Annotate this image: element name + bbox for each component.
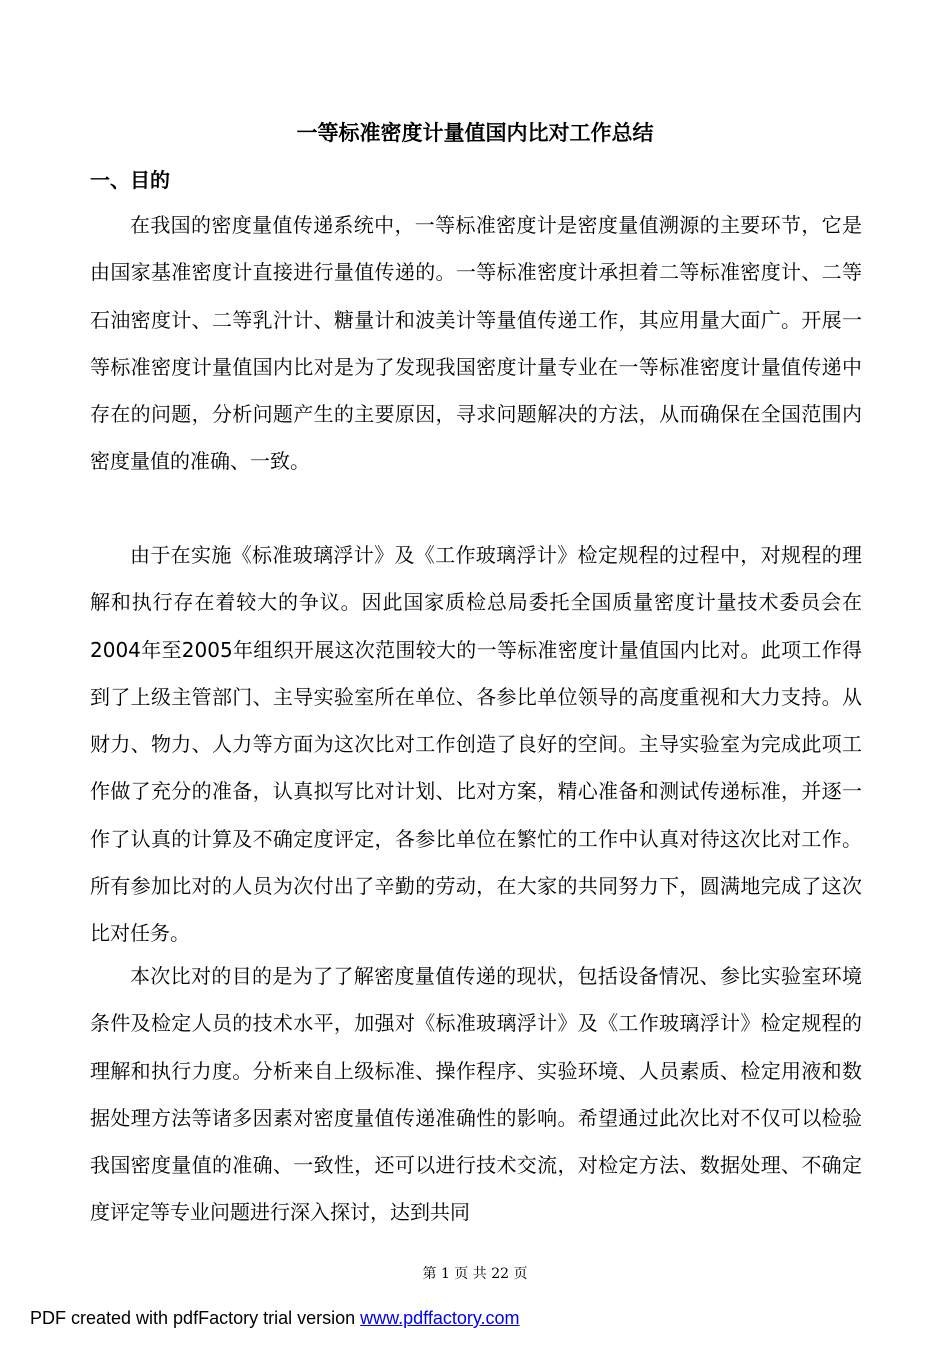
section-heading-purpose: 一、目的 <box>90 168 170 192</box>
body-paragraph: 由于在实施《标准玻璃浮计》及《工作玻璃浮计》检定规程的过程中，对规程的理解和执行存在着较大的争议。因此国家质检总局委托全国质量密度计量技术委员会在2004年至2005年组织开展这次范围较大的一等标准密度计量值国内比对。此项工作得到了上级主管部门、主导实验室所在单位、各参比单位领导的高度重视和大力支持。从财力、物力、人力等方面为这次比对工作创造了良好的空间。主导实验室为完成此项工作做了充分的准备，认真拟写比对计划、比对方案，精心准备和测试传递标准，并逐一作了认真的计算及不确定度评定，各参比单位在繁忙的工作中认真对待这次比对工作。所有参加比对的人员为次付出了辛勤的劳动，在大家的共同努力下，圆满地完成了这次比对任务。 <box>90 543 862 946</box>
pdf-creator-banner <box>30 1306 520 1330</box>
page-number-footer: 第 1 页 共 22 页 <box>422 1266 528 1282</box>
pdffactory-link[interactable]: www.pdffactory.com <box>360 1308 520 1328</box>
document-title: 一等标准密度计量值国内比对工作总结 <box>296 121 654 145</box>
body-paragraph: 本次比对的目的是为了了解密度量值传递的现状，包括设备情况、参比实验室环境条件及检定人员的技术水平，加强对《标准玻璃浮计》及《工作玻璃浮计》检定规程的理解和执行力度。分析来自上级标准、操作程序、实验环境、人员素质、检定用液和数据处理方法等诸多因素对密度量值传递准确性的影响。希望通过此次比对不仅可以检验我国密度量值的准确、一致性，还可以进行技术交流，对检定方法、数据处理、不确定度评定等专业问题进行深入探讨，达到共同 <box>90 964 862 1225</box>
body-paragraph: 在我国的密度量值传递系统中，一等标准密度计是密度量值溯源的主要环节，它是由国家基准密度计直接进行量值传递的。一等标准密度计承担着二等标准密度计、二等石油密度计、二等乳汁计、糖量计和波美计等量值传递工作，其应用量大面广。开展一等标准密度计量值国内比对是为了发现我国密度计量专业在一等标准密度计量值传递中存在的问题，分析问题产生的主要原因，寻求问题解决的方法，从而确保在全国范围内密度量值的准确、一致。 <box>90 213 862 474</box>
banner-text: PDF created with pdfFactory trial version <box>30 1308 361 1328</box>
